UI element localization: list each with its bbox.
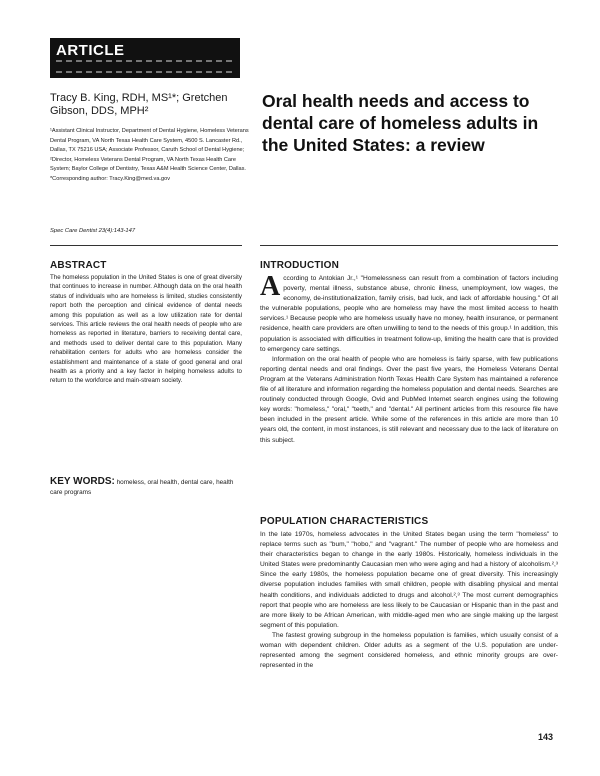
introduction-text	[260, 271, 558, 446]
banner-dash-line	[56, 60, 232, 62]
keywords-text: homeless, oral health, dental care, health care programs	[50, 479, 234, 496]
article-label: ARTICLE	[56, 42, 125, 59]
population-paragraph-2: The fastest growing subgroup in the homeless population is families, which usually consist of a woman with dependent children. Older adults as a segment of the U.S. population are under-represented among the segment considered homeless, and ethnic minority groups are over-represented in the	[260, 631, 558, 670]
population-text	[260, 530, 558, 671]
introduction-heading: INTRODUCTION	[260, 260, 340, 271]
keywords-heading: KEY WORDS:	[50, 476, 115, 487]
article-title: Oral health needs and access to dental care of homeless adults in the United States: a review	[262, 91, 539, 155]
abstract-heading: ABSTRACT	[50, 260, 107, 271]
banner-dash-line	[56, 71, 232, 73]
introduction-paragraph-2: Information on the oral health of people who are homeless is fairly sparse, with few publications reporting dental needs and oral findings. Over the past five years, the Homeless Veterans Dental Program at the Veterans Administration North Texas Health Care System has maintained a reference file of all literature and information regarding the homeless population and dental needs. Searches are routinely conducted through Google, Ovid and PubMed Internet search engines using the following key words: "homeless," "oral," "teeth," and "dental." All pertinent articles from this resource file have been included in the present article. While some of the references in this article are more than 10 years old, the content, in most instances, is still relevant and necessary due to the lack of literature on this subject.	[260, 355, 558, 444]
introduction-paragraph-1: ccording to Antokian Jr.,¹ "Homelessness can result from a combination of factors including poverty, mental illness, substance abuse, chronic illness, unemployment, low wages, the economy, de-institutionalization, family crisis, bad luck, and lack of affordable housing." Of all the vulnerable populations, people who are homeless may have the most limited access to health services.¹ Because people who are homeless usually have no money, health insurance, or permanent residence, health care providers are often unwilling to tend to the needs of this group.¹ In addition, this population is associated with difficulties in treatment follow-up, limiting the health care that is provided to emergency care settings.	[260, 275, 558, 353]
population-heading: POPULATION CHARACTERISTICS	[260, 516, 429, 527]
drop-cap: A	[260, 271, 281, 302]
keywords	[50, 477, 242, 498]
article-banner	[50, 38, 240, 78]
divider	[50, 245, 242, 246]
abstract-text: The homeless population in the United States is one of great diversity that continues to increase in number. Although data on the oral health status of individuals who are homeless is limited, studies consistently report both the perception and clinical evidence of dental needs among this population as well as a low utilization rate for dental services. This article reviews the oral health needs of people who are homeless as reported in literature, barriers to receiving dental care, and methods used to deliver dental care to this population. Many rehabilitation centers for adults who are homeless consider the establishment and maintenance of a state of good general and oral health as a priority and a key factor in helping homeless adults to return to the workforce and main-stream society.	[50, 274, 242, 385]
page-number: 143	[538, 732, 554, 742]
population-paragraph-1: In the late 1970s, homeless advocates in the United States began using the term "homeless" to replace terms such as "bum," "hobo," and "vagrant." The number of people who are homeless and their characteristics began to change in the early 1980s. Historically, homeless individuals in the United States were predominantly Caucasian men who were aging and had a history of alcoholism.²,³ Since the early 1980s, the homeless population became one of great diversity. This increasingly diverse population includes families with small children, people with disabling physical and mental health conditions, and individuals addicted to drugs and alcohol.²,³ The most current demographics report that people who are homeless are less likely to be Caucasian or Hispanic than in the past and are more likely to be African American, with middle-aged men who are single making up the largest segment of this population.	[260, 531, 558, 629]
affiliations: ¹Assistant Clinical Instructor, Department of Dental Hygiene, Homeless Veterans Dental Program, VA North Texas Health Care System, 4500 S. Lancaster Rd., Dallas, TX 75216 USA; Associate Professor, Caruth School of Dental Hygiene; ²Director, Homeless Veterans Dental Program, VA North Texas Health Care System; Baylor College of Dentistry, Texas A&M Health Science Center, Dallas. *Corresponding author: Tracy.King@med.va.gov	[50, 128, 249, 182]
journal-citation: Spec Care Dentist 23(4):143-147	[50, 228, 136, 234]
divider	[260, 245, 558, 246]
authors: Tracy B. King, RDH, MS¹*; Gretchen Gibson, DDS, MPH²	[50, 92, 228, 117]
